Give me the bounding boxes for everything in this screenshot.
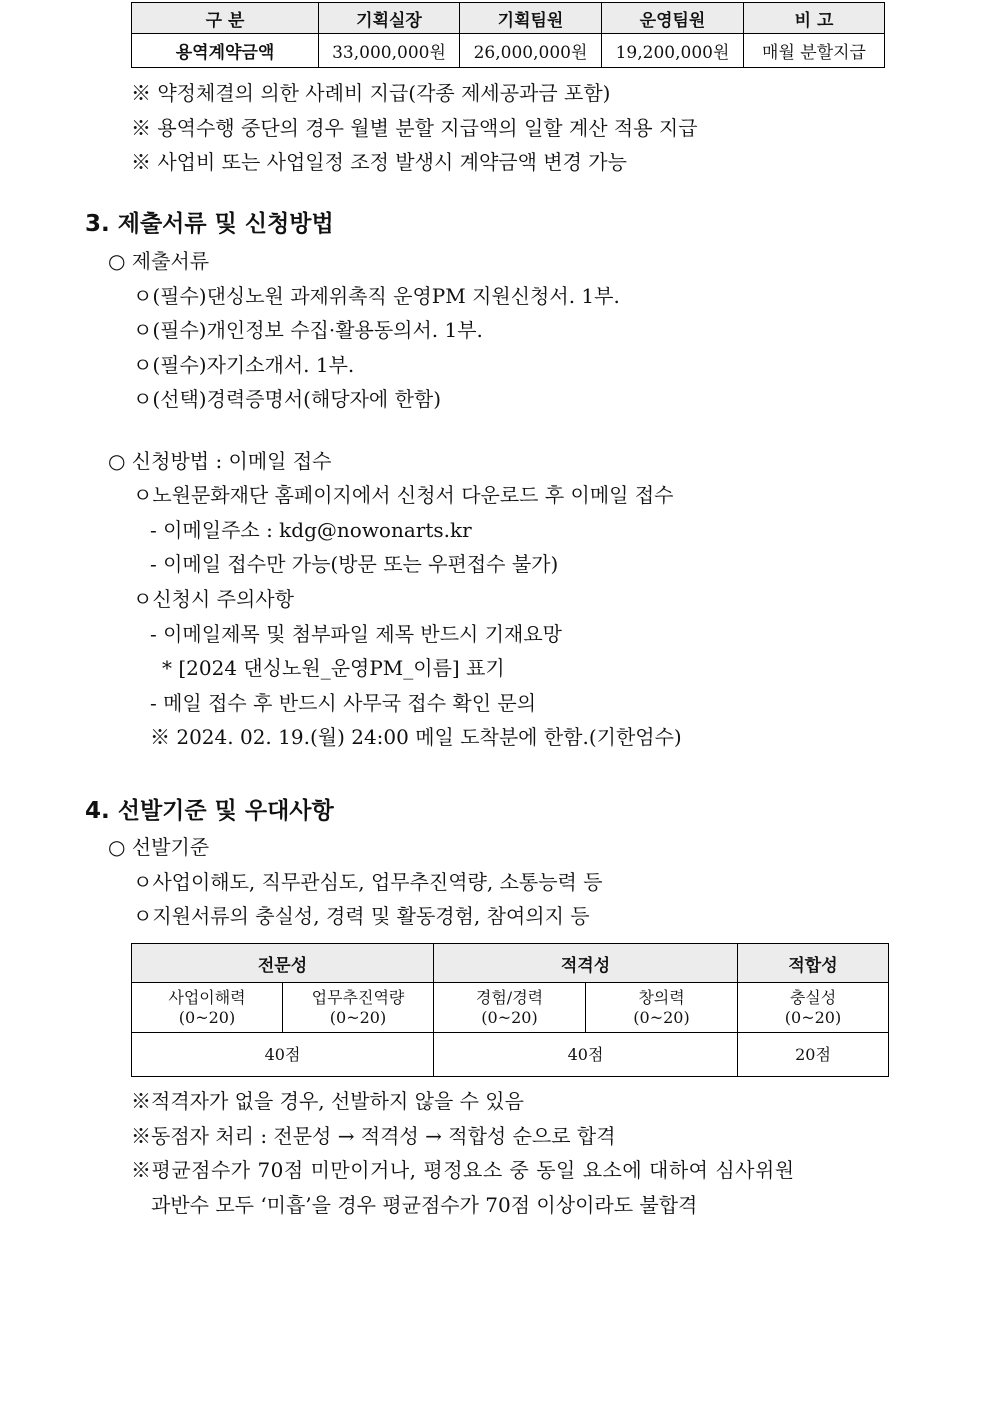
sub-criterion-name: 경험/경력 [475, 987, 544, 1007]
email-address-line: - 이메일주소 : kdg@nowonarts.kr [150, 518, 472, 542]
sub-criterion-name: 창의력 [638, 987, 685, 1007]
section-3-title: 3. 제출서류 및 신청방법 [85, 211, 334, 237]
sub-criterion [283, 983, 434, 1033]
criteria-group-row [132, 944, 889, 983]
selection-note-continuation: 과반수 모두 ‘미흡’을 경우 평균점수가 70점 이상이라도 불합격 [151, 1193, 698, 1217]
fee-header-planning-director: 기획실장 [319, 3, 460, 34]
sub-criterion [434, 983, 586, 1033]
fee-table-header-row [132, 3, 885, 34]
document-item: ㅇ(필수)댄싱노원 과제위촉직 운영PM 지원신청서. 1부. [133, 284, 620, 308]
criteria-item: ㅇ지원서류의 충실성, 경력 및 활동경험, 참여의지 등 [133, 904, 590, 928]
sub-criterion-name: 충실성 [789, 987, 837, 1007]
score-expertise: 40점 [132, 1033, 434, 1077]
caution-header: ㅇ신청시 주의사항 [133, 587, 294, 611]
fee-table [131, 2, 885, 68]
criteria-table [131, 943, 889, 1077]
criteria-score-row [132, 1033, 889, 1077]
method-item: ㅇ노원문화재단 홈페이지에서 신청서 다운로드 후 이메일 접수 [133, 483, 674, 507]
criteria-item: ㅇ사업이해도, 직무관심도, 업무추진역량, 소통능력 등 [133, 870, 603, 894]
deadline-note: ※ 2024. 02. 19.(월) 24:00 메일 도착분에 한함.(기한엄수) [150, 725, 682, 749]
fee-remarks: 매월 분할지급 [744, 34, 885, 68]
sub-criterion-name: 업무추진역량 [311, 987, 405, 1007]
document-item: ㅇ(필수)자기소개서. 1부. [133, 353, 355, 377]
section-4-title: 4. 선발기준 및 우대사항 [85, 798, 334, 824]
fee-amount-operation: 19,200,000원 [602, 34, 744, 68]
fee-note: ※ 용역수행 중단의 경우 월별 분할 지급액의 일할 계산 적용 지급 [131, 116, 698, 140]
sub-criterion [586, 983, 738, 1033]
fee-header-planning-member: 기획팀원 [460, 3, 602, 34]
score-suitability: 20점 [738, 1033, 889, 1077]
sub-criterion-name: 사업이해력 [168, 987, 246, 1007]
sub-criterion-range: (0~20) [633, 1007, 690, 1027]
fee-header-remarks: 비 고 [744, 3, 885, 34]
caution-item: - 이메일제목 및 첨부파일 제목 반드시 기재요망 [150, 622, 562, 646]
fee-header-operation-member: 운영팀원 [602, 3, 744, 34]
sub-criterion [738, 983, 889, 1033]
fee-header-category: 구 분 [132, 3, 319, 34]
sub-criterion-range: (0~20) [329, 1007, 387, 1027]
fee-table-row [132, 34, 885, 68]
document-item: ㅇ(선택)경력증명서(해당자에 한함) [133, 387, 442, 411]
sub-criterion-range: (0~20) [784, 1007, 842, 1027]
email-only-line: - 이메일 접수만 가능(방문 또는 우편접수 불가) [150, 552, 559, 576]
selection-note: ※동점자 처리 : 전문성 → 적격성 → 적합성 순으로 합격 [131, 1124, 616, 1148]
score-eligibility: 40점 [434, 1033, 738, 1077]
fee-amount-planning: 26,000,000원 [460, 34, 602, 68]
fee-note: ※ 약정체결의 의한 사례비 지급(각종 제세공과금 포함) [131, 81, 611, 105]
document-item: ㅇ(필수)개인정보 수집·활용동의서. 1부. [133, 318, 483, 342]
criteria-sub-row [132, 983, 889, 1033]
group-eligibility: 적격성 [434, 944, 738, 983]
sub-criterion [132, 983, 283, 1033]
method-header: ○ 신청방법 : 이메일 접수 [108, 449, 332, 473]
selection-note: ※적격자가 없을 경우, 선발하지 않을 수 있음 [131, 1089, 524, 1113]
criteria-header: ○ 선발기준 [108, 835, 210, 859]
group-expertise: 전문성 [132, 944, 434, 983]
caution-format: * [2024 댄싱노원_운영PM_이름] 표기 [162, 656, 505, 680]
documents-header: ○ 제출서류 [108, 249, 210, 273]
fee-amount-director: 33,000,000원 [319, 34, 460, 68]
caution-item: - 메일 접수 후 반드시 사무국 접수 확인 문의 [150, 691, 537, 715]
fee-note: ※ 사업비 또는 사업일정 조정 발생시 계약금액 변경 가능 [131, 150, 627, 174]
fee-row-label: 용역계약금액 [132, 34, 319, 68]
sub-criterion-range: (0~20) [178, 1007, 236, 1027]
selection-note: ※평균점수가 70점 미만이거나, 평정요소 중 동일 요소에 대하여 심사위원 [131, 1158, 795, 1182]
group-suitability: 적합성 [738, 944, 889, 983]
sub-criterion-range: (0~20) [481, 1007, 538, 1027]
